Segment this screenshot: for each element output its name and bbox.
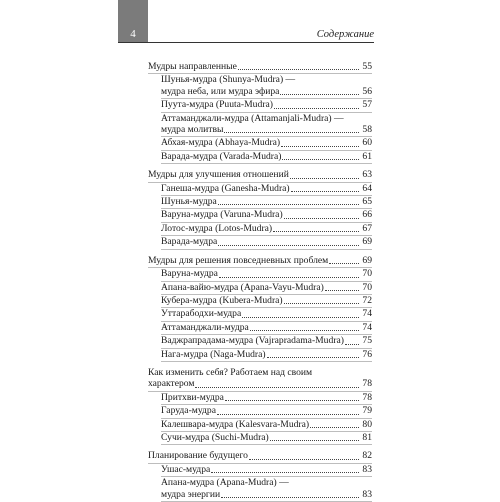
toc-line: [161, 74, 372, 85]
toc-entry-title: характером: [148, 378, 195, 390]
toc-entry: [161, 268, 372, 281]
toc-entry: [161, 419, 372, 432]
toc-entry: [161, 74, 372, 99]
toc-page-number: 61: [362, 150, 372, 162]
toc-leader-dots: [291, 191, 359, 192]
toc-section: [148, 367, 372, 392]
toc-entry: [161, 113, 372, 138]
toc-page-number: 70: [362, 281, 372, 293]
toc-section: [148, 169, 372, 182]
toc-leader-dots: [250, 330, 359, 331]
toc-line: [161, 349, 372, 360]
toc-leader-dots: [284, 218, 359, 219]
toc-entry: [161, 322, 372, 335]
toc-entry-title: Уттарабодхи-мудра: [161, 308, 242, 320]
toc-leader-dots: [249, 459, 359, 460]
toc-entry-title: Апана-вайю-мудра (Apana-Vayu-Mudra): [161, 281, 324, 293]
toc-entry: [161, 196, 372, 209]
toc-entry: [161, 223, 372, 236]
toc-line: [161, 322, 372, 333]
toc-line: [161, 282, 372, 293]
toc-entry: [161, 295, 372, 308]
toc-page-number: 76: [362, 348, 372, 360]
toc-entry-title: Варуна-мудра (Varuna-Mudra): [161, 209, 283, 221]
toc-page-number: 79: [362, 405, 372, 417]
toc-entry-title: Варуна-мудра: [161, 268, 218, 280]
toc-entry-title: Пуута-мудра (Puuta-Mudra): [161, 99, 273, 111]
toc-section: [148, 255, 372, 268]
toc-section: [148, 450, 372, 463]
toc-leader-dots: [273, 231, 359, 232]
toc-page-number: 75: [362, 335, 372, 347]
toc-entry-title: Мудры для решения повседневных проблем: [148, 254, 329, 266]
toc-entry-title: Шунья-мудра: [161, 196, 217, 208]
toc-leader-dots: [242, 317, 359, 318]
toc-entry-title: Абхая-мудра (Abhaya-Mudra): [161, 137, 281, 149]
toc-line: [148, 255, 372, 266]
toc-leader-dots: [267, 357, 359, 358]
toc-entry: [161, 405, 372, 418]
toc-entry-title: Мудры направленные: [148, 61, 237, 72]
toc-leader-dots: [274, 108, 359, 109]
toc-line: [148, 169, 372, 180]
toc-line: [161, 86, 372, 97]
toc-entry: [161, 183, 372, 196]
toc-page-number: 72: [362, 294, 372, 306]
toc-page-number: 80: [362, 418, 372, 430]
toc-entry: [161, 137, 372, 150]
running-header-title: Содержание: [316, 29, 374, 40]
toc-entry-title: мудра энергии: [161, 488, 221, 500]
toc-entry-title: Сучи-мудра (Suchi-Mudra): [161, 431, 269, 443]
toc-page-number: 64: [362, 182, 372, 194]
toc-section: [148, 61, 372, 74]
toc-leader-dots: [310, 427, 359, 428]
toc-entry: [161, 151, 372, 164]
toc-entry-title: Калешвара-мудра (Kalesvara-Mudra): [161, 418, 310, 430]
toc-entry-title: Кубера-мудра (Kubera-Mudra): [161, 294, 283, 306]
toc-line: [161, 392, 372, 403]
toc-page-number: 83: [362, 488, 372, 500]
header-divider: [118, 42, 374, 43]
toc-entry-title: Варада-мудра (Varada-Mudra): [161, 150, 282, 162]
toc-leader-dots: [290, 178, 359, 179]
toc-row-divider: [161, 444, 372, 445]
toc-line: [161, 151, 372, 162]
toc-entry: [161, 308, 372, 321]
toc-entry-title: Аттаманджали-мудра: [161, 321, 249, 333]
toc-line: [161, 268, 372, 279]
toc-entry-title: мудра неба, или мудра эфира: [161, 85, 280, 97]
toc-entry: [161, 335, 372, 348]
toc-entry-title: Ваджрапрадама-мудра (Vajrapradama-Mudra): [161, 335, 344, 347]
page-number: 4: [130, 28, 136, 40]
toc-entry: [161, 464, 372, 477]
toc-entry-title: Лотос-мудра (Lotos-Mudra): [161, 222, 273, 234]
toc-line: [148, 378, 372, 389]
toc-page-number: 55: [362, 61, 372, 72]
toc-line: [161, 99, 372, 110]
toc-page-number: 74: [362, 321, 372, 333]
toc-line: [161, 236, 372, 247]
toc-leader-dots: [282, 159, 359, 160]
toc-line: [161, 308, 372, 319]
toc-line: [148, 367, 372, 378]
toc-page-number: 82: [362, 450, 372, 462]
toc-leader-dots: [345, 344, 359, 345]
toc-line: [161, 209, 372, 220]
toc-page-number: 65: [362, 196, 372, 208]
toc-entry-title: Мудры для улучшения отношений: [148, 169, 289, 181]
toc-entry: [161, 209, 372, 222]
toc-entry: [161, 432, 372, 445]
toc-entry-title: Ганеша-мудра (Ganesha-Mudra): [161, 182, 290, 194]
toc-entry: [161, 99, 372, 112]
toc-page-number: 66: [362, 209, 372, 221]
toc-page-number: 60: [362, 137, 372, 149]
table-of-contents: [148, 61, 372, 502]
toc-entry-title: Апана-мудра (Apana-Mudra) —: [161, 477, 289, 489]
toc-line: [161, 335, 372, 346]
toc-entry-title: Варада-мудра: [161, 236, 218, 248]
toc-line: [161, 477, 372, 488]
toc-entry-title: Планирование будущего: [148, 450, 248, 462]
toc-line: [161, 196, 372, 207]
toc-page-number: 78: [362, 378, 372, 390]
toc-entry: [161, 282, 372, 295]
toc-leader-dots: [225, 400, 359, 401]
toc-line: [161, 295, 372, 306]
toc-line: [161, 113, 372, 124]
toc-entry: [161, 477, 372, 502]
toc-entry-title: Как изменить себя? Работаем над своим: [148, 366, 313, 378]
page-number-tab: [118, 0, 148, 42]
toc-line: [161, 489, 372, 500]
toc-entry-title: Гаруда-мудра: [161, 405, 216, 417]
toc-leader-dots: [329, 263, 359, 264]
toc-leader-dots: [218, 245, 359, 246]
toc-leader-dots: [270, 440, 359, 441]
toc-leader-dots: [217, 414, 359, 415]
toc-page-number: 70: [362, 268, 372, 280]
toc-line: [161, 464, 372, 475]
toc-leader-dots: [224, 132, 359, 133]
toc-entry-title: Шунья-мудра (Shunya-Mudra) —: [161, 74, 296, 86]
toc-page-number: 56: [362, 85, 372, 97]
toc-line: [161, 405, 372, 416]
toc-entry-title: Аттаманджали-мудра (Attamanjali-Mudra) —: [161, 112, 344, 124]
toc-line: [161, 124, 372, 135]
toc-page-number: 74: [362, 308, 372, 320]
toc-row-divider: [161, 163, 372, 164]
toc-page-number: 58: [362, 124, 372, 136]
toc-leader-dots: [280, 94, 359, 95]
toc-entry-title: Притхви-мудра: [161, 391, 224, 403]
toc-page-number: 69: [362, 236, 372, 248]
toc-page-number: 78: [362, 391, 372, 403]
toc-page-number: 67: [362, 222, 372, 234]
toc-leader-dots: [325, 290, 359, 291]
toc-line: [148, 61, 372, 72]
toc-row-divider: [161, 361, 372, 362]
toc-entry-title: Нага-мудра (Naga-Mudra): [161, 348, 266, 360]
toc-page-number: 63: [362, 169, 372, 181]
toc-leader-dots: [221, 497, 359, 498]
toc-leader-dots: [238, 69, 359, 70]
toc-entry: [161, 236, 372, 249]
toc-page-number: 69: [362, 254, 372, 266]
toc-entry-title: мудра молитвы: [161, 124, 224, 136]
toc-line: [161, 223, 372, 234]
toc-leader-dots: [218, 204, 359, 205]
toc-leader-dots: [195, 387, 359, 388]
toc-line: [148, 450, 372, 461]
toc-page-number: 57: [362, 99, 372, 111]
toc-leader-dots: [211, 472, 359, 473]
toc-leader-dots: [284, 303, 359, 304]
toc-line: [161, 432, 372, 443]
toc-page-number: 81: [362, 431, 372, 443]
toc-row-divider: [161, 249, 372, 250]
toc-line: [161, 137, 372, 148]
toc-leader-dots: [219, 277, 359, 278]
toc-entry-title: Ушас-мудра: [161, 463, 211, 475]
toc-line: [161, 419, 372, 430]
toc-leader-dots: [281, 146, 359, 147]
toc-page-number: 83: [362, 463, 372, 475]
toc-line: [161, 183, 372, 194]
toc-entry: [161, 349, 372, 362]
toc-entry: [161, 392, 372, 405]
